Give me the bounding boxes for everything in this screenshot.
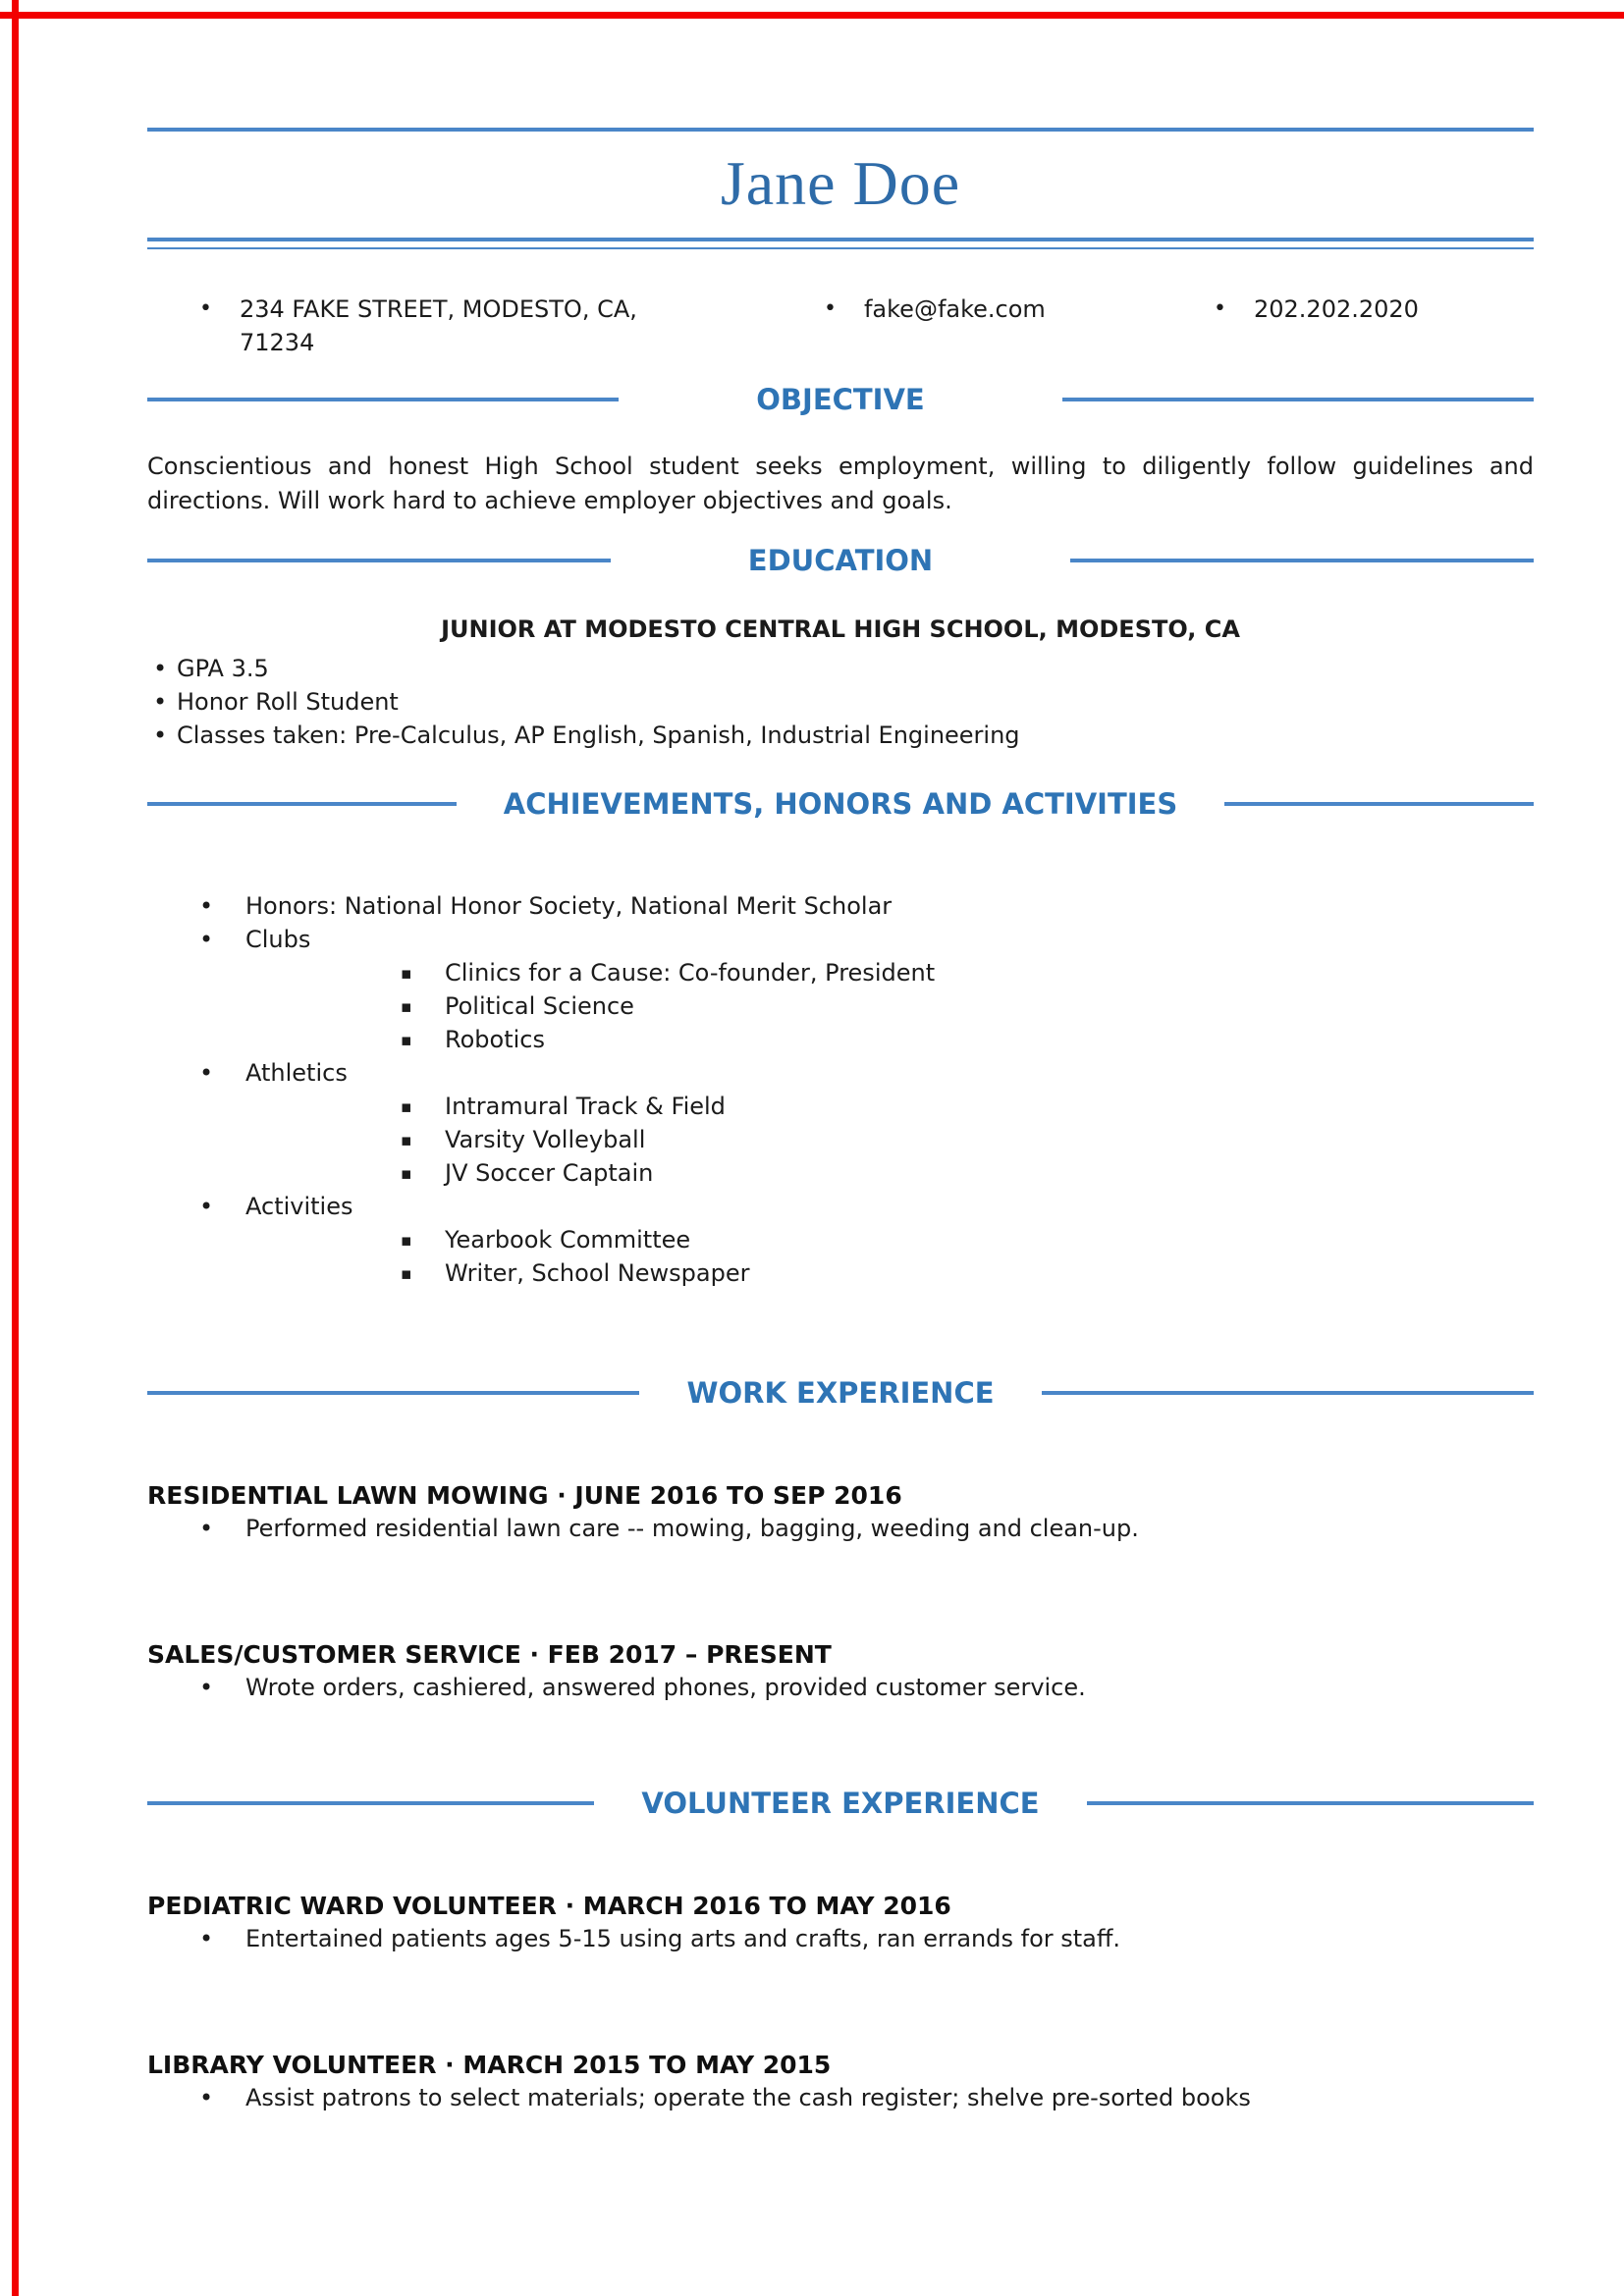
job-heading: PEDIATRIC WARD VOLUNTEER · MARCH 2016 TO MAY 2016 [147,1892,951,1920]
contact-email [824,293,1214,326]
contact-email-text: fake@fake.com [863,295,1046,323]
section-heading-education [147,544,1534,577]
achievements-list [147,889,1534,1290]
heading-rule-left [147,398,619,401]
bullet-icon: • [1214,296,1226,321]
job-bullet-list [147,1922,1534,1955]
job-heading: LIBRARY VOLUNTEER · MARCH 2015 TO MAY 2015 [147,2051,832,2079]
achievement-sublist [245,956,1534,1056]
page-title: Jane Doe [720,148,961,218]
job-heading: RESIDENTIAL LAWN MOWING · JUNE 2016 TO SEP 2016 [147,1481,902,1510]
achievement-item-label: Activities [245,1193,353,1220]
job-bullet: • Assist patrons to select materials; operate the cash register; shelve pre-sorted books [147,2081,1534,2114]
section-heading-volunteer [147,1787,1534,1820]
job-bullet-list [147,1512,1534,1545]
contact-address-text: 234 FAKE STREET, MODESTO, CA, 71234 [239,295,637,356]
achievement-subitem: ▪ Writer, School Newspaper [245,1256,1534,1290]
section-heading-work [147,1376,1534,1410]
achievement-sublist [245,1090,1534,1190]
section-title-achievements: ACHIEVEMENTS, HONORS AND ACTIVITIES [503,787,1178,821]
achievements-block [147,889,1534,1290]
heading-rule-right [1070,559,1534,562]
heading-rule-right [1224,802,1534,806]
heading-rule-left [147,1801,594,1805]
bullet-icon: • [824,296,837,321]
section-title-objective: OBJECTIVE [756,383,925,416]
job-bullet-list [147,1671,1534,1704]
heading-rule-left [147,802,457,806]
education-bullet: • Classes taken: Pre-Calculus, AP English, Spanish, Industrial Engineering [147,719,1534,752]
heading-rule-left [147,559,611,562]
bullet-icon: • [199,296,212,321]
education-bullet: • Honor Roll Student [147,685,1534,719]
section-title-education: EDUCATION [747,544,934,577]
section-title-volunteer: VOLUNTEER EXPERIENCE [641,1787,1040,1820]
section-heading-objective [147,383,1534,416]
job-bullet-list [147,2081,1534,2114]
objective-text: Conscientious and honest High School student seeks employment, willing to diligently follow guidelines and directions. Will work hard to achieve employer objectives and goals. [147,453,1534,514]
achievement-subitem: ▪ Political Science [245,989,1534,1023]
contact-address [199,293,824,359]
education-school: JUNIOR AT MODESTO CENTRAL HIGH SCHOOL, MODESTO, CA [441,615,1240,643]
achievement-subitem: ▪ JV Soccer Captain [245,1156,1534,1190]
achievement-subitem: ▪ Clinics for a Cause: Co-founder, President [245,956,1534,989]
header-double-rule [147,238,1534,249]
achievement-subitem: ▪ Robotics [245,1023,1534,1056]
achievement-item [147,1056,1534,1190]
header-block [147,128,1534,249]
heading-rule-left [147,1391,639,1395]
job-bullet: • Performed residential lawn care -- mowing, bagging, weeding and clean-up. [147,1512,1534,1545]
contact-phone-text: 202.202.2020 [1253,295,1419,323]
achievement-sublist [245,1223,1534,1290]
job-bullet: • Wrote orders, cashiered, answered phones, provided customer service. [147,1671,1534,1704]
achievement-item [147,1190,1534,1290]
section-title-work: WORK EXPERIENCE [686,1376,995,1410]
education-bullet: • GPA 3.5 [147,652,1534,685]
achievement-subitem: ▪ Varsity Volleyball [245,1123,1534,1156]
job-bullet: • Entertained patients ages 5-15 using arts and crafts, ran errands for staff. [147,1922,1534,1955]
achievement-item [147,923,1534,1056]
education-list [147,652,1534,752]
contact-row [147,293,1534,359]
heading-rule-right [1087,1801,1534,1805]
section-heading-achievements [147,787,1534,821]
header-top-rule [147,128,1534,132]
achievement-subitem: ▪ Yearbook Committee [245,1223,1534,1256]
achievement-subitem: ▪ Intramural Track & Field [245,1090,1534,1123]
heading-rule-right [1062,398,1534,401]
contact-phone [1214,293,1419,326]
achievement-item: • Honors: National Honor Society, National Merit Scholar [147,889,1534,923]
job-heading: SALES/CUSTOMER SERVICE · FEB 2017 – PRESENT [147,1640,832,1669]
heading-rule-right [1042,1391,1534,1395]
achievement-item-label: Clubs [245,926,311,953]
achievement-item-label: Athletics [245,1059,348,1087]
